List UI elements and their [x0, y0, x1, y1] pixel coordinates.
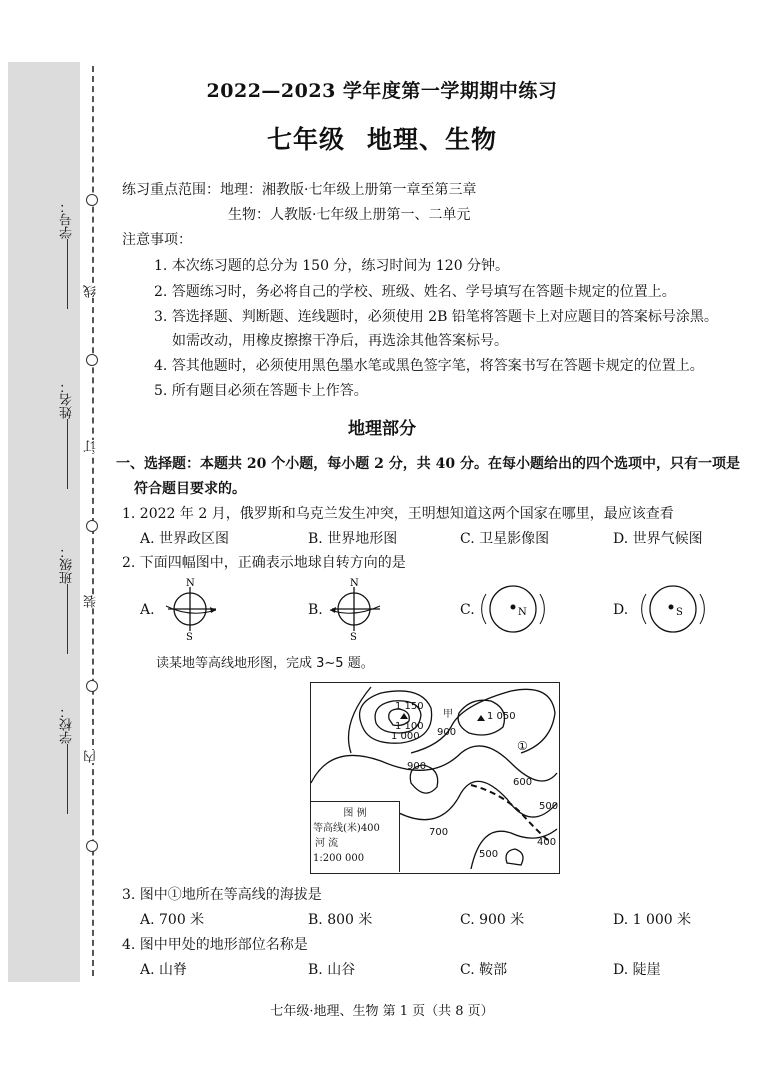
note-item: 2. 答题练习时，务必将自己的学校、班级、姓名、学号填写在答题卡规定的位置上。 — [154, 284, 676, 300]
q2-figure-d — [638, 580, 708, 638]
note-item: 如需改动，用橡皮擦擦干净后，再选涂其他答案标号。 — [172, 333, 508, 349]
pole-label: N — [518, 607, 527, 618]
notes-heading: 注意事项： — [122, 232, 192, 248]
map-label: 500 — [479, 849, 499, 860]
q4-option-b[interactable]: B. 山谷 — [308, 962, 356, 978]
map-label: 400 — [537, 837, 557, 848]
map-label: 1 000 — [391, 731, 420, 742]
cut-word-line: 线 — [82, 285, 102, 298]
note-item: 5. 所有题目必须在答题卡上作答。 — [154, 383, 368, 399]
question-2-stem: 2. 下面四幅图中，正确表示地球自转方向的是 — [122, 555, 406, 571]
q2-figure-c — [478, 580, 548, 638]
grade-label: 七年级 — [266, 125, 345, 154]
q1-option-c[interactable]: C. 卫星影像图 — [460, 531, 550, 547]
map-label-jia: 甲 — [443, 709, 453, 720]
legend-contour-label: 等高线(米) — [313, 823, 361, 834]
south-label: S — [186, 632, 193, 640]
map-label: 600 — [513, 777, 533, 788]
map-label: 900 — [407, 761, 427, 772]
map-label: 1 150 — [395, 701, 424, 712]
north-label: N — [350, 578, 359, 589]
q4-option-a[interactable]: A. 山脊 — [140, 962, 188, 978]
field-label: 学校： — [60, 705, 75, 744]
binding-hole — [86, 520, 98, 532]
field-label: 班级： — [60, 545, 75, 584]
pole-label: S — [676, 607, 683, 618]
q2-option-a[interactable]: A. — [140, 602, 155, 618]
note-item: 4. 答其他题时，必须使用黑色墨水笔或黑色签字笔，将答案书写在答题卡规定的位置上。 — [154, 358, 704, 374]
binding-hole — [86, 354, 98, 366]
map-label: 1 100 — [395, 721, 424, 732]
q3-option-a[interactable]: A. 700 米 — [140, 912, 205, 928]
q2-option-b[interactable]: B. — [308, 602, 323, 618]
section-title: 地理部分 — [348, 419, 416, 439]
q2-figure-a — [158, 578, 238, 640]
q3-option-c[interactable]: C. 900 米 — [460, 912, 525, 928]
map-label: 900 — [437, 727, 457, 738]
south-label: S — [350, 632, 357, 640]
cut-word-bind: 装 — [82, 595, 102, 608]
note-item: 1. 本次练习题的总分为 150 分，练习时间为 120 分钟。 — [154, 258, 510, 274]
scope-biology: 生物：人教版·七年级上册第一、二单元 — [228, 207, 471, 223]
field-label: 姓名： — [60, 380, 75, 419]
part1-instructions-cont: 符合题目要求的。 — [134, 481, 246, 497]
q3-option-b[interactable]: B. 800 米 — [308, 912, 373, 928]
q4-option-d[interactable]: D. 陡崖 — [613, 962, 661, 978]
part1-instructions: 一、选择题：本题共 20 个小题，每小题 2 分，共 40 分。在每小题给出的四个选项中，只有一项是 — [116, 456, 740, 472]
question-3-stem: 3. 图中①地所在等高线的海拔是 — [122, 887, 322, 903]
q2-figure-b — [322, 578, 402, 640]
binding-hole — [86, 680, 98, 692]
legend-contour-value: 400 — [360, 823, 380, 834]
q1-option-a[interactable]: A. 世界政区图 — [140, 531, 230, 547]
map-intro: 读某地等高线地形图，完成 3~5 题。 — [156, 656, 374, 671]
legend-title: 图 例 — [343, 808, 367, 819]
map-label: 500 — [539, 801, 559, 812]
q1-option-d[interactable]: D. 世界气候图 — [613, 531, 703, 547]
q2-option-d[interactable]: D. — [613, 602, 629, 618]
map-label: 700 — [429, 827, 449, 838]
north-label: N — [186, 578, 195, 589]
legend-river: 河 流 — [315, 838, 339, 849]
q1-option-b[interactable]: B. 世界地形图 — [308, 531, 398, 547]
q2-option-c[interactable]: C. — [460, 602, 475, 618]
question-1-stem: 1. 2022 年 2 月，俄罗斯和乌克兰发生冲突，王明想知道这两个国家在哪里，最应该查看 — [122, 506, 674, 522]
binding-hole — [86, 194, 98, 206]
exam-title: 2022—2023 学年度第一学期期中练习 — [206, 80, 558, 102]
cut-word-inside: 内 — [82, 750, 102, 763]
school-field[interactable] — [58, 705, 77, 818]
student-id-field[interactable] — [58, 200, 77, 313]
scope-geography: 练习重点范围：地理：湘教版·七年级上册第一章至第三章 — [122, 182, 477, 198]
legend-scale: 1:200 000 — [313, 853, 365, 864]
exam-subtitle — [0, 120, 764, 156]
class-field[interactable] — [58, 545, 77, 658]
legend-contour — [313, 819, 399, 834]
q4-option-c[interactable]: C. 鞍部 — [460, 962, 508, 978]
note-item: 3. 答选择题、判断题、连线题时，必须使用 2B 铅笔将答题卡上对应题目的答案标号涂黑。 — [154, 309, 718, 325]
subjects-label: 地理、生物 — [367, 125, 498, 154]
page-footer: 七年级·地理、生物 第 1 页（共 8 页） — [270, 1004, 494, 1019]
question-4-stem: 4. 图中甲处的地形部位名称是 — [122, 937, 308, 953]
map-label-point-1: ① — [517, 739, 528, 753]
q3-option-d[interactable]: D. 1 000 米 — [613, 912, 692, 928]
contour-map — [310, 682, 560, 874]
cut-word-staple: 订 — [82, 440, 102, 453]
map-label: 1 050 — [487, 711, 516, 722]
field-label: 学号： — [60, 200, 75, 239]
binding-hole — [86, 840, 98, 852]
map-legend — [311, 801, 400, 872]
